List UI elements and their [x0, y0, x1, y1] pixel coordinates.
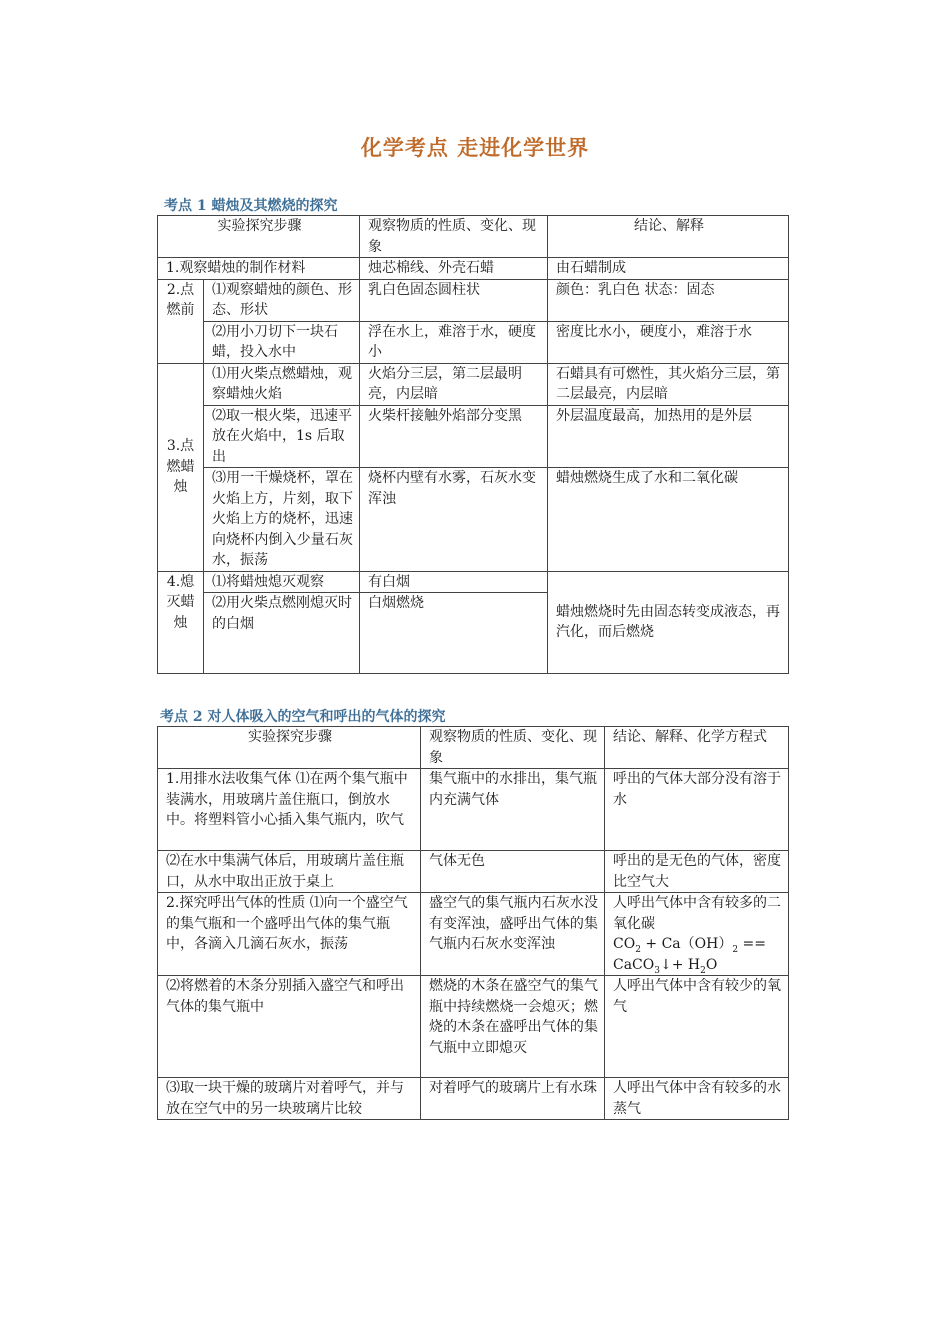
conclusion-cell: 蜡烛燃烧时先由固态转变成液态，再汽化，而后燃烧	[548, 571, 789, 674]
observation-cell: 烧杯内壁有水雾，石灰水变浑浊	[360, 468, 548, 572]
table-header-row	[158, 727, 789, 769]
conclusion-cell: 颜色：乳白色 状态：固态	[548, 279, 789, 321]
conclusion-cell: 蜡烛燃烧生成了水和二氧化碳	[548, 468, 789, 572]
conclusion-text: 人呼出气体中含有较多的二氧化碳	[613, 895, 781, 932]
candle-experiment-table	[157, 215, 789, 674]
step-cell: ⑵将燃着的木条分别插入盛空气和呼出气体的集气瓶中	[158, 976, 421, 1078]
observation-cell: 气体无色	[421, 851, 605, 893]
observation-cell: 有白烟	[360, 571, 548, 593]
observation-cell: 烛芯棉线、外壳石蜡	[360, 258, 548, 280]
observation-cell: 浮在水上，难溶于水，硬度小	[360, 321, 548, 363]
chemical-equation: $CO_2 + Ca(OH)_2$ == CaCO$_3$↓+ $H_2O$	[613, 936, 766, 976]
step-cell: ⑵在水中集满气体后，用玻璃片盖住瓶口，从水中取出正放于桌上	[158, 851, 421, 893]
conclusion-cell	[605, 893, 789, 976]
table-row	[158, 468, 789, 572]
observation-cell: 盛空气的集气瓶内石灰水没有变浑浊，盛呼出气体的集气瓶内石灰水变浑浊	[421, 893, 605, 976]
observation-cell: 乳白色固态圆柱状	[360, 279, 548, 321]
table-header-row	[158, 216, 789, 258]
conclusion-cell: 由石蜡制成	[548, 258, 789, 280]
header-conclusion: 结论、解释	[548, 216, 789, 258]
conclusion-cell: 人呼出气体中含有较少的氧气	[605, 976, 789, 1078]
step-cell: ⑵用小刀切下一块石蜡，投入水中	[204, 321, 360, 363]
conclusion-cell: 呼出的气体大部分没有溶于水	[605, 769, 789, 851]
step-cell: 2.探究呼出气体的性质 ⑴向一个盛空气的集气瓶和一个盛呼出气体的集气瓶中，各滴入几滴石灰水，振荡	[158, 893, 421, 976]
header-step: 实验探究步骤	[158, 216, 360, 258]
observation-cell: 对着呼气的玻璃片上有水珠	[421, 1078, 605, 1120]
table-row	[158, 363, 789, 405]
table-row	[158, 258, 789, 280]
section-2-heading: 考点 2 对人体吸入的空气和呼出的气体的探究	[160, 709, 446, 725]
table-row	[158, 976, 789, 1078]
step-cell: ⑴将蜡烛熄灭观察	[204, 571, 360, 593]
step-cell: ⑴观察蜡烛的颜色、形态、形状	[204, 279, 360, 321]
conclusion-cell: 石蜡具有可燃性，其火焰分三层，第二层最亮，内层暗	[548, 363, 789, 405]
header-observation: 观察物质的性质、变化、现象	[421, 727, 605, 769]
table-row	[158, 279, 789, 321]
step-cell: ⑶取一块干燥的玻璃片对着呼气，并与放在空气中的另一块玻璃片比较	[158, 1078, 421, 1120]
table-row	[158, 851, 789, 893]
group-label-extinguish: 4.熄灭蜡烛	[158, 571, 204, 674]
conclusion-cell: 密度比水小，硬度小，难溶于水	[548, 321, 789, 363]
conclusion-cell: 外层温度最高，加热用的是外层	[548, 405, 789, 468]
conclusion-cell: 呼出的是无色的气体，密度比空气大	[605, 851, 789, 893]
header-step: 实验探究步骤	[158, 727, 421, 769]
page-title: 化学考点 走进化学世界	[360, 135, 590, 160]
step-cell: 1.观察蜡烛的制作材料	[158, 258, 360, 280]
breath-experiment-table	[157, 726, 789, 1120]
table-row	[158, 893, 789, 976]
table-row	[158, 571, 789, 593]
table-row	[158, 1078, 789, 1120]
observation-cell: 集气瓶中的水排出，集气瓶内充满气体	[421, 769, 605, 851]
observation-cell: 火柴杆接触外焰部分变黑	[360, 405, 548, 468]
step-cell: ⑴用火柴点燃蜡烛，观察蜡烛火焰	[204, 363, 360, 405]
header-observation: 观察物质的性质、变化、现象	[360, 216, 548, 258]
step-cell: ⑶用一干燥烧杯，罩在火焰上方，片刻，取下火焰上方的烧杯，迅速向烧杯内倒入少量石灰水，振荡	[204, 468, 360, 572]
section-1-heading: 考点 1 蜡烛及其燃烧的探究	[164, 198, 338, 214]
table-row	[158, 769, 789, 851]
step-cell: ⑵用火柴点燃刚熄灭时的白烟	[204, 593, 360, 674]
observation-cell: 白烟燃烧	[360, 593, 548, 674]
observation-cell: 燃烧的木条在盛空气的集气瓶中持续燃烧一会熄灭；燃烧的木条在盛呼出气体的集气瓶中立即熄灭	[421, 976, 605, 1078]
table-row	[158, 405, 789, 468]
header-conclusion: 结论、解释、化学方程式	[605, 727, 789, 769]
conclusion-cell: 人呼出气体中含有较多的水蒸气	[605, 1078, 789, 1120]
step-cell: 1.用排水法收集气体 ⑴在两个集气瓶中装满水，用玻璃片盖住瓶口，倒放水中。将塑料管小心插入集气瓶内，吹气	[158, 769, 421, 851]
table-row	[158, 321, 789, 363]
observation-cell: 火焰分三层，第二层最明亮，内层暗	[360, 363, 548, 405]
group-label-light-candle: 3.点燃蜡烛	[158, 363, 204, 571]
step-cell: ⑵取一根火柴，迅速平放在火焰中，1s 后取出	[204, 405, 360, 468]
group-label-before-lighting: 2.点燃前	[158, 279, 204, 363]
